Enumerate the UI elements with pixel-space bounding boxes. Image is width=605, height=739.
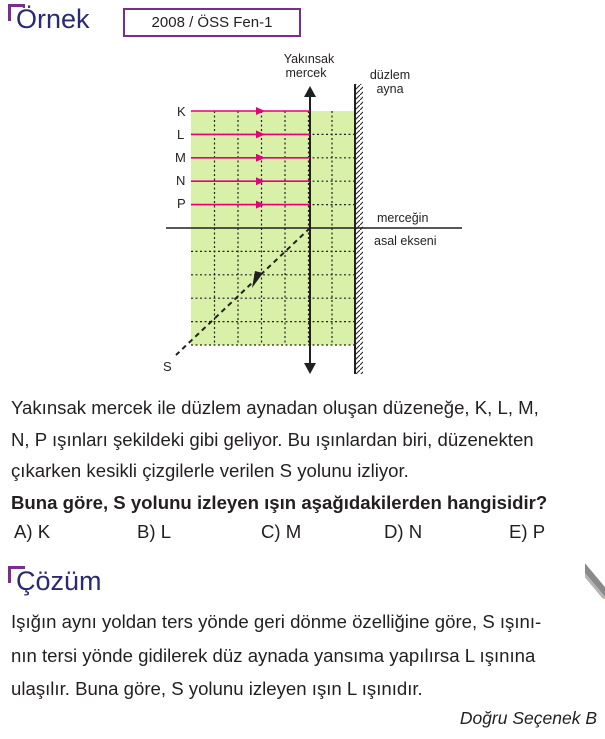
lens-label-2: mercek (285, 66, 327, 80)
mirror-label-2: ayna (376, 82, 404, 96)
lens-arrow-top (304, 86, 316, 97)
solution-heading: Çözüm (16, 566, 102, 597)
solution-line-3: ulaşılır. Buna göre, S yolunu izleyen ışın L ışınıdır. (11, 678, 423, 699)
axis-label: merceğin (377, 211, 429, 225)
mirror-hatch (355, 84, 363, 374)
s-label: S (163, 359, 172, 374)
option-e[interactable]: E) P (509, 521, 546, 542)
ray-label-l: L (177, 127, 185, 142)
ray-label-m: M (175, 150, 186, 165)
example-heading: Örnek (16, 4, 90, 35)
ray-label-k: K (177, 104, 186, 119)
heading-corner-mark (8, 566, 25, 583)
ray-label-n: N (176, 173, 186, 188)
question-line-3: çıkarken kesikli çizgilerle verilen S yolunu izliyor. (11, 460, 409, 481)
axis-label-2: asal ekseni (374, 234, 437, 248)
lens-label: Yakınsak (283, 52, 335, 66)
option-b[interactable]: B) L (137, 521, 172, 542)
solution-line-1: Işığın aynı yoldan ters yönde geri dönme özelliğine göre, S ışını- (11, 611, 542, 632)
option-c[interactable]: C) M (261, 521, 302, 542)
option-a[interactable]: A) K (14, 521, 51, 542)
question-line-1: Yakınsak mercek ile düzlem aynadan oluşan düzeneğe, K, L, M, (11, 397, 539, 418)
mirror-label: düzlem (369, 68, 411, 82)
question-prompt: Buna göre, S yolunu izleyen ışın aşağıdakilerden hangisidir? (11, 491, 548, 513)
lens-arrow-bottom (304, 363, 316, 374)
pencil-icon (585, 560, 605, 606)
source-label: 2008 / ÖSS Fen-1 (123, 8, 301, 37)
correct-answer: Doğru Seçenek B (459, 708, 597, 728)
solution-line-2: nın tersi yönde gidilerek düz aynada yansıma yapılırsa L ışınına (11, 645, 536, 666)
ray-label-p: P (177, 196, 186, 211)
option-d[interactable]: D) N (384, 521, 423, 542)
question-line-2: N, P ışınları şekildeki gibi geliyor. Bu ışınlardan biri, düzenekten (11, 428, 534, 450)
